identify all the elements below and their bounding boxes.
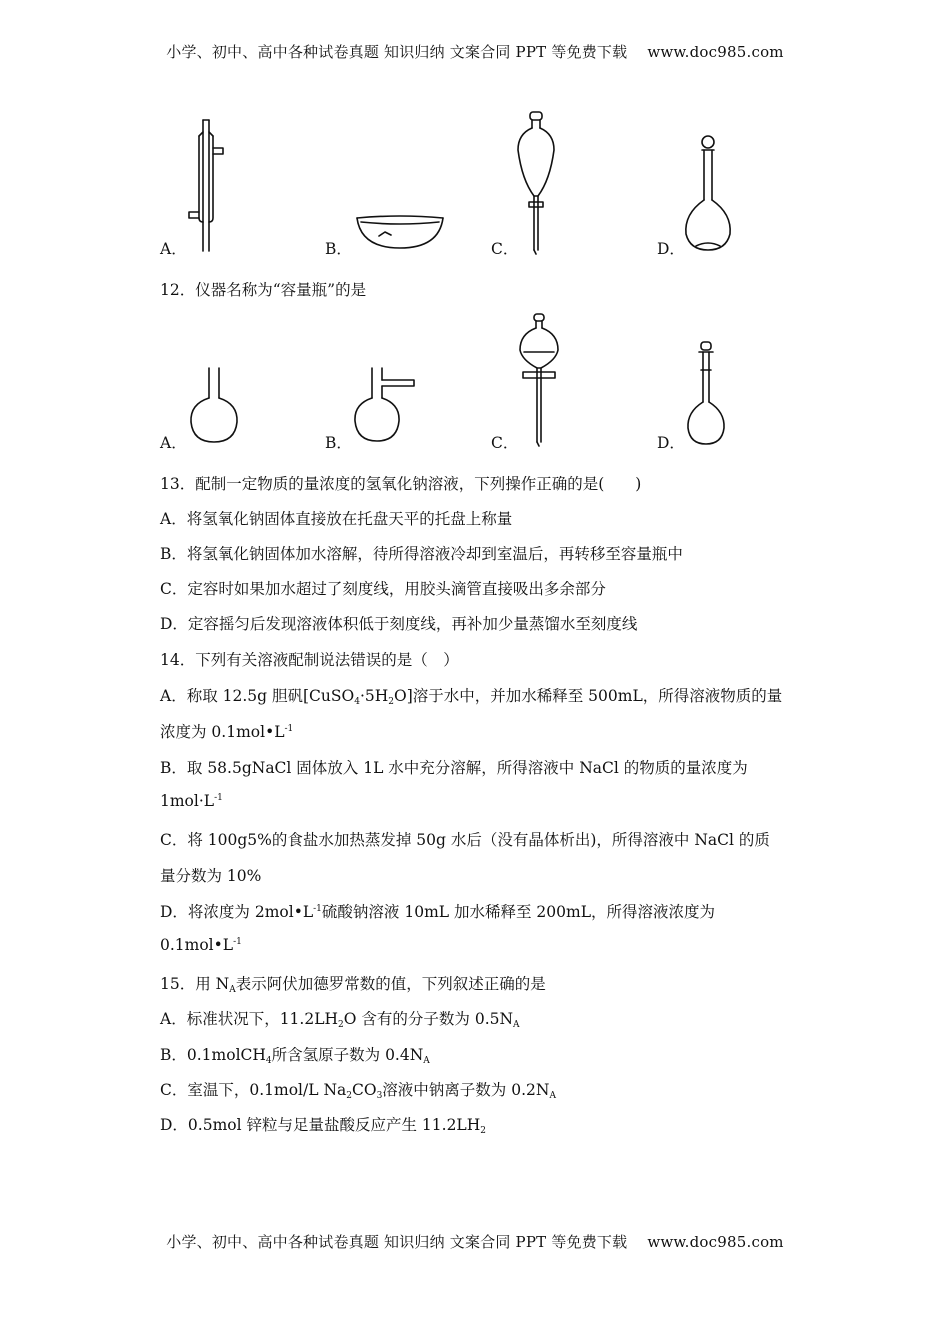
q15-option-b[interactable] [160,1043,430,1066]
evaporating-dish-figure [355,212,445,252]
text: 1mol·L [160,792,215,810]
subscript: A [229,985,236,995]
page-header [0,41,950,62]
text: 所含氢原子数为 0.4N [271,1046,424,1064]
text: 15．用 N [160,975,230,993]
text: A．标准状况下，11.2LH [160,1010,339,1028]
text: 0.1mol•L [160,936,234,954]
text: 表示阿伏加德罗常数的值，下列叙述正确的是 [235,975,546,993]
subscript: 2 [338,1020,344,1030]
text: O]溶于水中，并加水稀释至 500mL，所得溶液物质的量 [393,687,783,705]
volumetric-flask-figure-2 [685,340,727,448]
q12-option-a[interactable]: A． [160,434,187,452]
subscript: A [549,1091,556,1101]
superscript: -1 [233,937,242,947]
q15-option-a[interactable] [160,1007,520,1030]
condenser-figure [185,118,230,253]
volumetric-flask-figure [682,134,734,254]
subscript: A [423,1056,430,1066]
q12-option-c[interactable]: C． [491,434,519,452]
round-bottom-flask-figure [188,366,242,446]
q11-option-d[interactable]: D． [657,240,685,258]
q12-option-d[interactable]: D． [657,434,685,452]
footer-site[interactable]: www.doc985.com [647,1233,784,1251]
q15-option-c[interactable] [160,1078,556,1101]
text: 浓度为 0.1mol•L [160,723,285,741]
subscript: 2 [346,1091,352,1101]
text: CO [351,1081,377,1099]
subscript: 4 [265,1056,272,1066]
q14-stem: 14．下列有关溶液配制说法错误的是（ ） [160,651,459,669]
q12-stem: 12．仪器名称为“容量瓶”的是 [160,281,367,299]
q11-option-c[interactable]: C． [491,240,519,258]
footer-text: 小学、初中、高中各种试卷真题 知识归纳 文案合同 PPT 等免费下载 [166,1233,628,1251]
q14-option-d-line2 [160,936,242,954]
dropping-funnel-figure [516,312,564,448]
header-site[interactable]: www.doc985.com [647,43,784,61]
superscript: -1 [313,904,322,914]
q14-option-a-line2 [160,720,293,742]
text: D．将浓度为 2mol•L [160,903,314,921]
q14-option-a-line1[interactable] [160,684,782,707]
distillation-flask-figure [352,366,418,446]
text: 溶液中钠离子数为 0.2N [382,1081,550,1099]
q14-option-b-line1[interactable]: B．取 58.5gNaCl 固体放入 1L 水中充分溶解，所得溶液中 NaCl 的物质的量浓度为 [160,759,748,777]
subscript: 3 [376,1091,383,1101]
text: A．称取 12.5g 胆矾[CuSO [160,687,355,705]
q13-option-b[interactable]: B．将氢氧化钠固体加水溶解，待所得溶液冷却到室温后，再转移至容量瓶中 [160,545,683,563]
subscript: 4 [354,697,360,707]
q11-option-b[interactable]: B． [325,240,352,258]
text: C．室温下，0.1mol/L Na [160,1081,347,1099]
q13-option-a[interactable]: A．将氢氧化钠固体直接放在托盘天平的托盘上称量 [160,510,513,528]
superscript: -1 [214,793,223,803]
page-footer [0,1231,950,1252]
superscript: -1 [284,724,294,734]
separatory-funnel-figure [512,110,562,255]
q14-option-c-line2: 量分数为 10% [160,867,262,885]
q13-option-d[interactable]: D．定容摇匀后发现溶液体积低于刻度线，再补加少量蒸馏水至刻度线 [160,615,638,633]
q15-stem [160,972,546,995]
q13-stem: 13．配制一定物质的量浓度的氢氧化钠溶液，下列操作正确的是( ) [160,475,642,493]
q14-option-b-line2 [160,792,223,810]
q12-option-b[interactable]: B． [325,434,352,452]
q15-option-d[interactable] [160,1113,486,1136]
text: 硫酸钠溶液 10mL 加水稀释至 200mL，所得溶液浓度为 [321,903,715,921]
subscript: A [513,1020,520,1030]
header-text: 小学、初中、高中各种试卷真题 知识归纳 文案合同 PPT 等免费下载 [166,43,628,61]
q13-option-c[interactable]: C．定容时如果加水超过了刻度线，用胶头滴管直接吸出多余部分 [160,580,606,598]
subscript: 2 [480,1126,486,1136]
q11-option-a[interactable]: A． [160,240,187,258]
text: ·5H [359,687,389,705]
text: B．0.1molCH [160,1046,266,1064]
subscript: 2 [388,697,394,707]
q14-option-c-line1[interactable]: C．将 100g5%的食盐水加热蒸发掉 50g 水后（没有晶体析出)，所得溶液中 NaCl 的质 [160,831,770,849]
text: O 含有的分子数为 0.5N [343,1010,514,1028]
text: D．0.5mol 锌粒与足量盐酸反应产生 11.2LH [160,1116,481,1134]
q14-option-d-line1[interactable] [160,900,715,922]
